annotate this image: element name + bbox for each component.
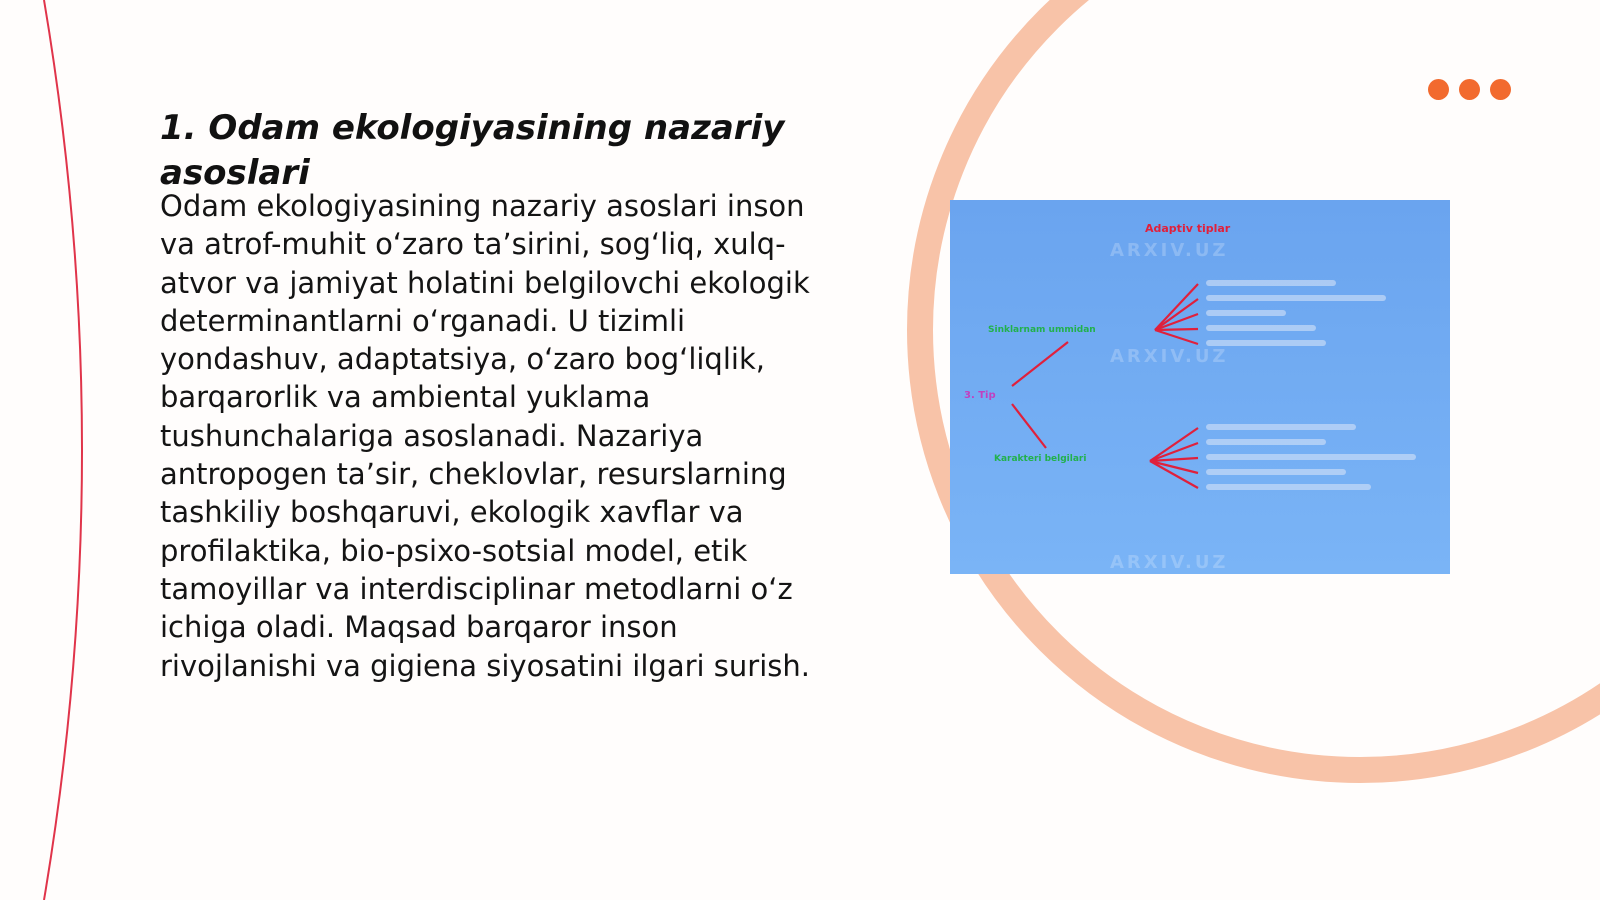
- diagram-image: [950, 200, 1450, 574]
- fan-line: [1155, 329, 1198, 330]
- left-red-curve: [44, 0, 82, 900]
- diagram-connectors: [1012, 342, 1068, 448]
- blurred-list-item: [1206, 340, 1326, 346]
- diagram-title: Adaptiv tiplar: [1145, 222, 1231, 235]
- blurred-list-item: [1206, 295, 1386, 301]
- blurred-list-item: [1206, 424, 1356, 430]
- blurred-list-item: [1206, 310, 1286, 316]
- fan-line: [1150, 461, 1198, 473]
- fan-line: [1155, 299, 1198, 330]
- bottom-list-items: [1206, 424, 1416, 490]
- diagram-branch-top: Sinklarnam ummidan: [988, 325, 1096, 335]
- blurred-list-item: [1206, 484, 1371, 490]
- fan-line: [1155, 330, 1198, 344]
- watermark-text: ARXIV.UZ: [1110, 240, 1229, 261]
- dot-icon: [1428, 79, 1449, 100]
- three-dots-icon: [1428, 79, 1511, 100]
- top-list-items: [1206, 280, 1386, 346]
- blurred-list-item: [1206, 280, 1336, 286]
- blurred-list-item: [1206, 439, 1326, 445]
- bottom-fan-lines: [1150, 428, 1198, 488]
- fan-line: [1150, 461, 1198, 488]
- blurred-list-item: [1206, 469, 1346, 475]
- top-fan-lines: [1155, 284, 1198, 344]
- blurred-list-item: [1206, 454, 1416, 460]
- adaptive-types-diagram: [950, 200, 1450, 574]
- diagram-branch-bottom: Karakteri belgilari: [994, 454, 1087, 464]
- diagram-root-label: 3. Tip: [964, 390, 996, 401]
- fan-line: [1150, 428, 1198, 461]
- slide-title: 1. Odam ekologiyasining nazariy asoslari: [160, 108, 785, 193]
- watermark-text: ARXIV.UZ: [1110, 552, 1229, 573]
- slide-body-text: Odam ekologiyasining nazariy asoslari inson va atrof-muhit o‘zaro ta’sirini, sog‘liq, xulq-atvor va jamiyat holatini belgilovchi ekologik determinantlarni o‘rganadi. U tizimli yondashuv, adaptatsiya, o‘zaro bog‘liqlik, barqarorlik va ambiental yuklama tushunchalariga asoslanadi. Nazariya antropogen ta’sir, cheklovlar, resurslarning tashkiliy boshqaruvi, ekologik xavflar va profilaktika, bio-psixo-sotsial model, etik tamoyillar va interdisciplinar metodlarni o‘z ichiga oladi. Maqsad barqaror inson rivojlanishi va gigiena siyosatini ilgari surish.: [160, 189, 810, 683]
- dot-icon: [1459, 79, 1480, 100]
- dot-icon: [1490, 79, 1511, 100]
- watermark-text: ARXIV.UZ: [1110, 346, 1229, 367]
- blurred-list-item: [1206, 325, 1316, 331]
